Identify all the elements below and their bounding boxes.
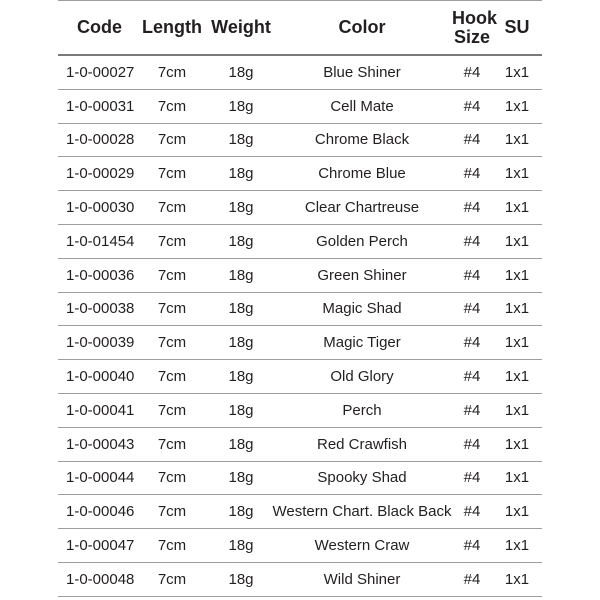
cell-length: 7cm <box>157 401 187 419</box>
cell-su: 1x1 <box>504 63 530 81</box>
cell-weight: 18g <box>228 334 254 352</box>
cell-su: 1x1 <box>504 401 530 419</box>
cell-su: 1x1 <box>504 300 530 318</box>
cell-hook-size: #4 <box>463 97 481 115</box>
cell-su: 1x1 <box>504 97 530 115</box>
cell-color: Chrome Blue <box>318 165 406 183</box>
cell-code: 1-0-00027 <box>66 63 135 81</box>
table-row <box>58 191 542 225</box>
cell-code: 1-0-00041 <box>66 401 135 419</box>
cell-weight: 18g <box>228 401 254 419</box>
header-su: SU <box>504 17 530 38</box>
cell-code: 1-0-00044 <box>66 469 135 487</box>
cell-su: 1x1 <box>504 537 530 555</box>
header-code: Code <box>77 17 122 38</box>
cell-color: Magic Shad <box>322 300 402 318</box>
cell-length: 7cm <box>157 334 187 352</box>
cell-hook-size: #4 <box>463 131 481 149</box>
cell-weight: 18g <box>228 537 254 555</box>
cell-length: 7cm <box>157 570 187 588</box>
cell-weight: 18g <box>228 131 254 149</box>
cell-weight: 18g <box>228 300 254 318</box>
cell-su: 1x1 <box>504 334 530 352</box>
cell-weight: 18g <box>228 435 254 453</box>
cell-code: 1-0-00043 <box>66 435 135 453</box>
table-row <box>58 360 542 394</box>
cell-length: 7cm <box>157 266 187 284</box>
cell-length: 7cm <box>157 435 187 453</box>
cell-su: 1x1 <box>504 570 530 588</box>
table-row <box>58 563 542 597</box>
header-color: Color <box>338 17 386 38</box>
cell-weight: 18g <box>228 570 254 588</box>
table-row <box>58 529 542 563</box>
cell-color: Chrome Black <box>314 131 410 149</box>
table-row <box>58 259 542 293</box>
table-header-row <box>58 0 542 56</box>
cell-code: 1-0-00030 <box>66 199 135 217</box>
cell-length: 7cm <box>157 503 187 521</box>
table-row <box>58 495 542 529</box>
cell-hook-size: #4 <box>463 368 481 386</box>
cell-length: 7cm <box>157 368 187 386</box>
cell-length: 7cm <box>157 97 187 115</box>
cell-hook-size: #4 <box>463 199 481 217</box>
cell-length: 7cm <box>157 63 187 81</box>
cell-length: 7cm <box>157 232 187 250</box>
product-spec-table <box>58 0 542 597</box>
table-row <box>58 90 542 124</box>
cell-color: Spooky Shad <box>317 469 407 487</box>
table-row <box>58 225 542 259</box>
cell-hook-size: #4 <box>463 63 481 81</box>
cell-su: 1x1 <box>504 165 530 183</box>
cell-hook-size: #4 <box>463 503 481 521</box>
cell-su: 1x1 <box>504 199 530 217</box>
cell-su: 1x1 <box>504 503 530 521</box>
cell-code: 1-0-00036 <box>66 266 135 284</box>
cell-code: 1-0-00048 <box>66 570 135 588</box>
table-row <box>58 56 542 90</box>
cell-hook-size: #4 <box>463 435 481 453</box>
table-row <box>58 293 542 327</box>
cell-weight: 18g <box>228 469 254 487</box>
cell-code: 1-0-00038 <box>66 300 135 318</box>
cell-code: 1-0-00028 <box>66 131 135 149</box>
cell-color: Western Craw <box>314 537 410 555</box>
cell-length: 7cm <box>157 131 187 149</box>
cell-su: 1x1 <box>504 131 530 149</box>
cell-length: 7cm <box>157 300 187 318</box>
cell-length: 7cm <box>157 165 187 183</box>
table-row <box>58 124 542 158</box>
cell-code: 1-0-00031 <box>66 97 135 115</box>
cell-length: 7cm <box>157 199 187 217</box>
cell-su: 1x1 <box>504 469 530 487</box>
cell-color: Red Crawfish <box>316 435 408 453</box>
cell-color: Perch <box>342 401 382 419</box>
table-row <box>58 394 542 428</box>
cell-weight: 18g <box>228 165 254 183</box>
cell-hook-size: #4 <box>463 401 481 419</box>
cell-color: Magic Tiger <box>323 334 401 352</box>
cell-color: Clear Chartreuse <box>304 199 420 217</box>
cell-hook-size: #4 <box>463 334 481 352</box>
cell-su: 1x1 <box>504 368 530 386</box>
cell-length: 7cm <box>157 469 187 487</box>
cell-hook-size: #4 <box>463 469 481 487</box>
cell-code: 1-0-00047 <box>66 537 135 555</box>
cell-code: 1-0-00039 <box>66 334 135 352</box>
cell-color: Blue Shiner <box>323 63 401 81</box>
header-hook-line1: Hook <box>452 8 497 29</box>
cell-code: 1-0-00046 <box>66 503 135 521</box>
cell-length: 7cm <box>157 537 187 555</box>
cell-weight: 18g <box>228 368 254 386</box>
cell-weight: 18g <box>228 503 254 521</box>
header-hook-line2: Size <box>453 26 491 47</box>
cell-weight: 18g <box>228 97 254 115</box>
cell-color: Cell Mate <box>330 97 394 115</box>
cell-hook-size: #4 <box>463 232 481 250</box>
cell-color: Old Glory <box>330 368 394 386</box>
cell-su: 1x1 <box>504 266 530 284</box>
cell-code: 1-0-00040 <box>66 368 135 386</box>
cell-code: 1-0-01454 <box>66 232 135 250</box>
cell-color: Wild Shiner <box>323 570 401 588</box>
header-hook-size <box>452 8 497 47</box>
cell-hook-size: #4 <box>463 537 481 555</box>
cell-weight: 18g <box>228 266 254 284</box>
cell-weight: 18g <box>228 232 254 250</box>
cell-color: Green Shiner <box>317 266 407 284</box>
cell-hook-size: #4 <box>463 300 481 318</box>
cell-hook-size: #4 <box>463 165 481 183</box>
table-row <box>58 428 542 462</box>
header-weight: Weight <box>211 17 271 38</box>
cell-weight: 18g <box>228 199 254 217</box>
header-length: Length <box>142 17 202 38</box>
cell-hook-size: #4 <box>463 570 481 588</box>
table-row <box>58 462 542 496</box>
cell-code: 1-0-00029 <box>66 165 135 183</box>
cell-color: Golden Perch <box>316 232 408 250</box>
table-body <box>58 56 542 597</box>
cell-su: 1x1 <box>504 232 530 250</box>
cell-su: 1x1 <box>504 435 530 453</box>
table-row <box>58 326 542 360</box>
cell-color: Western Chart. Black Back <box>272 503 452 521</box>
cell-hook-size: #4 <box>463 266 481 284</box>
table-row <box>58 157 542 191</box>
cell-weight: 18g <box>228 63 254 81</box>
